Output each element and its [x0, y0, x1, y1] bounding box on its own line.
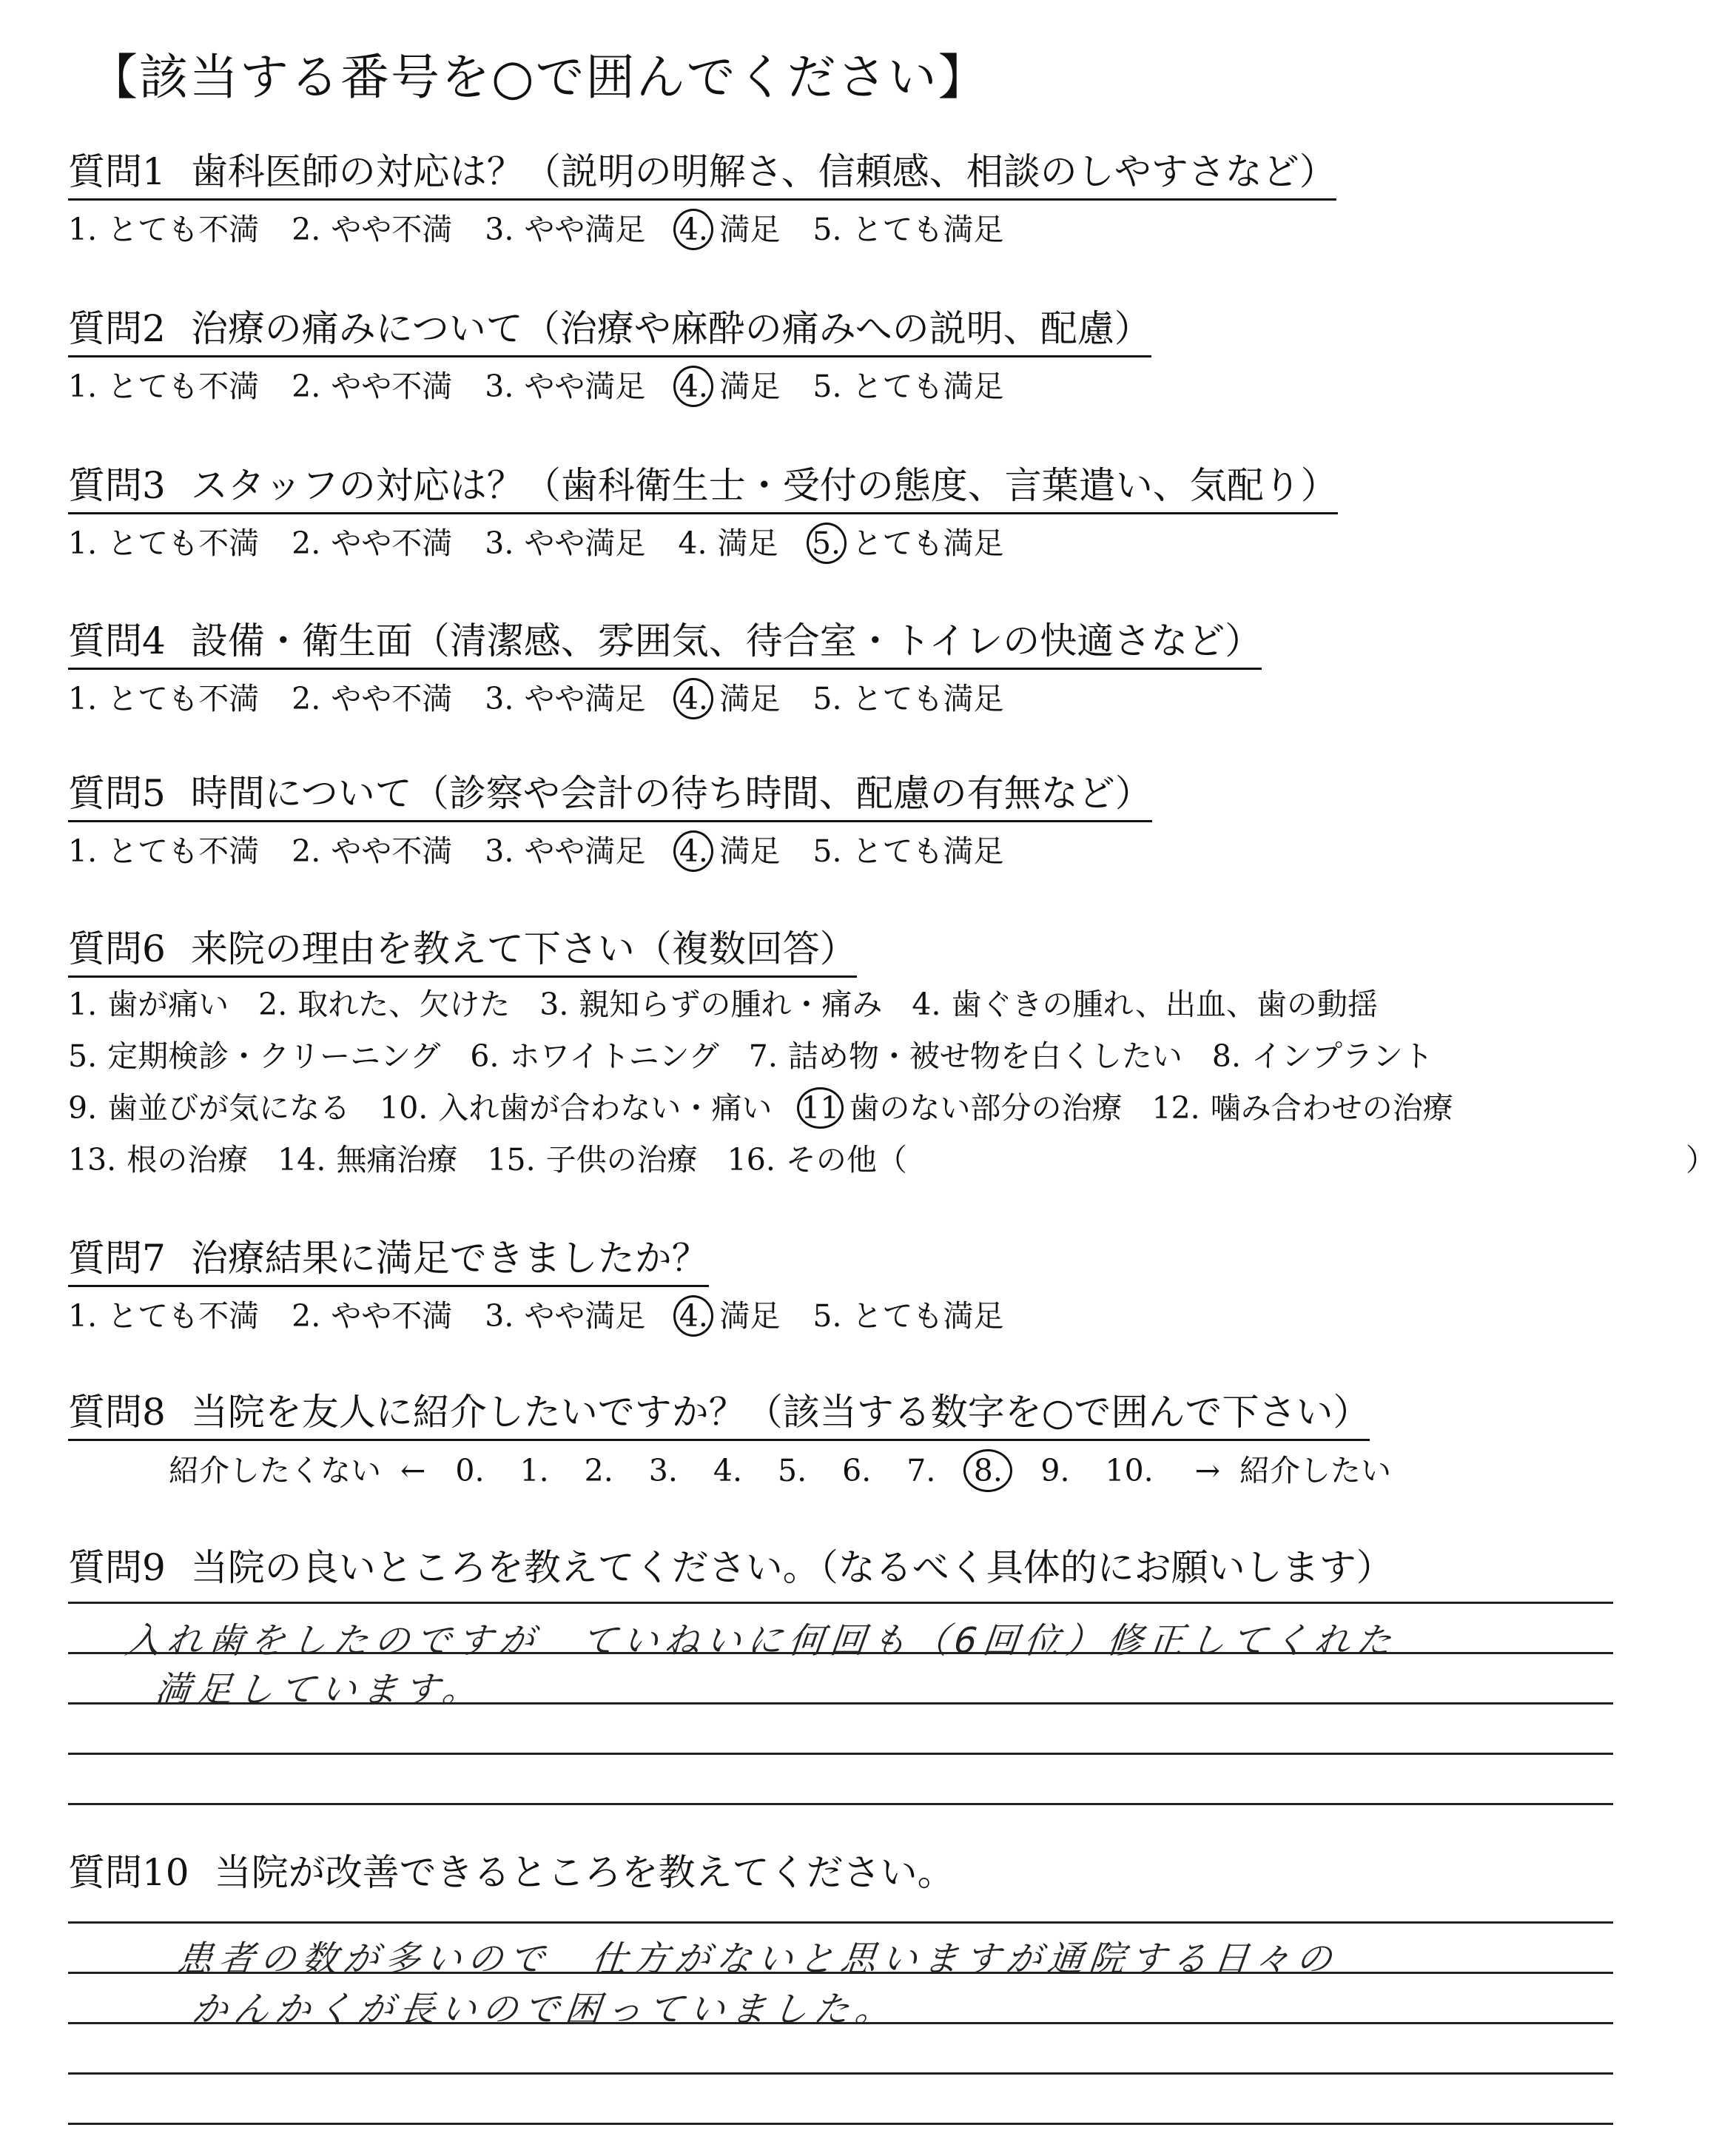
question-6-text: 来院の理由を教えて下さい（複数回答）	[190, 927, 857, 970]
rating-option-label: 満足	[719, 681, 781, 716]
scale-values	[455, 1449, 1188, 1492]
rating-option-number: 3.	[485, 681, 514, 716]
question-2-options	[68, 366, 1037, 407]
rating-option[interactable]	[68, 678, 259, 719]
reason-option[interactable]	[1212, 1030, 1433, 1082]
rating-option-number: 2.	[292, 525, 321, 561]
rating-option-number: 2.	[292, 369, 321, 404]
rating-option[interactable]	[485, 678, 645, 719]
rating-option-number: 3.	[485, 833, 514, 869]
reason-option-number: 6.	[470, 1038, 499, 1074]
question-9-answer-line-1: 入れ歯をしたのですが ていねいに何回も（6回位）修正してくれた	[123, 1620, 1400, 1662]
scale-value[interactable]: 5.	[777, 1453, 807, 1488]
ruled-line	[68, 2072, 1613, 2075]
question-1-title	[68, 148, 1336, 201]
question-3-number: 質問3	[68, 464, 166, 507]
reason-option-label: 定期検診・クリーニング	[107, 1038, 441, 1074]
reason-option[interactable]	[470, 1030, 719, 1082]
rating-option[interactable]	[678, 830, 780, 872]
rating-option-label: やや満足	[524, 525, 646, 561]
reason-option-label: 親知らずの腫れ・痛み	[579, 987, 883, 1022]
question-2-text: 治療の痛みについて（治療や麻酔の痛みへの説明、配慮）	[190, 307, 1151, 350]
question-5-title	[68, 770, 1152, 822]
rating-option[interactable]	[485, 209, 645, 250]
reason-option[interactable]	[801, 1082, 1122, 1134]
reason-option-number: 2.	[258, 987, 288, 1022]
rating-option-number: 1.	[68, 681, 98, 716]
reason-option[interactable]	[277, 1134, 457, 1186]
rating-option-label: 満足	[719, 212, 781, 247]
question-3-options	[68, 523, 1037, 564]
reason-option-number: 15.	[487, 1142, 536, 1178]
scale-value[interactable]: 9.	[1040, 1453, 1070, 1488]
reason-option[interactable]	[68, 1082, 350, 1134]
reason-option-label: 歯ぐきの腫れ、出血、歯の動揺	[951, 987, 1378, 1022]
scale-right-label: 紹介したい	[1239, 1453, 1392, 1488]
question-9-text: 当院の良いところを教えてください。（なるべく具体的にお願いします）	[190, 1546, 1393, 1589]
rating-option[interactable]	[812, 1295, 1003, 1337]
question-3-title	[68, 462, 1338, 514]
question-8-scale	[169, 1449, 1391, 1492]
reason-option-number: 1.	[68, 987, 98, 1022]
reason-option-label: 歯のない部分の治療	[849, 1090, 1123, 1126]
question-1-text: 歯科医師の対応は？（説明の明解さ、信頼感、相談のしやすさなど）	[190, 150, 1336, 193]
reason-option-label: 子供の治療	[545, 1142, 698, 1178]
rating-option-number: 4.	[673, 678, 713, 719]
reason-option[interactable]	[1152, 1082, 1453, 1134]
question-10-number: 質問10	[68, 1851, 189, 1894]
reason-option[interactable]	[380, 1082, 772, 1134]
reason-option-number: 16.	[727, 1142, 775, 1178]
rating-option[interactable]	[678, 523, 778, 564]
rating-option-label: やや不満	[331, 369, 453, 404]
question-9-number: 質問9	[68, 1546, 166, 1589]
rating-option-label: やや不満	[331, 1298, 453, 1334]
reason-option-label: 歯並びが気になる	[107, 1090, 351, 1126]
question-10-answer-line-2: かんかくが長いので困っていました。	[189, 1989, 899, 2030]
rating-option-number: 3.	[485, 369, 514, 404]
reason-row	[68, 978, 1483, 1030]
scale-value[interactable]: 4.	[713, 1453, 742, 1488]
rating-option-number: 2.	[292, 681, 321, 716]
rating-option-number: 3.	[485, 212, 514, 247]
question-8-text: 当院を友人に紹介したいですか？（該当する数字を○で囲んで下さい）	[190, 1391, 1370, 1434]
rating-option[interactable]	[292, 209, 452, 250]
question-4-text: 設備・衛生面（清潔感、雰囲気、待合室・トイレの快適さなど）	[190, 619, 1262, 662]
rating-option-label: とても不満	[107, 681, 260, 716]
rating-option-label: とても満足	[852, 833, 1004, 869]
reason-option-number: 11	[797, 1087, 843, 1129]
scale-value[interactable]: 3.	[648, 1453, 678, 1488]
rating-option[interactable]	[485, 366, 645, 407]
rating-option[interactable]	[485, 523, 645, 564]
scale-value[interactable]: 1.	[519, 1453, 549, 1488]
reason-option-number: 12.	[1151, 1090, 1200, 1126]
question-8-number: 質問8	[68, 1391, 166, 1434]
reason-option[interactable]	[68, 1134, 248, 1186]
rating-option-label: とても満足	[852, 525, 1004, 561]
question-6-reasons	[68, 978, 1716, 1186]
rating-option-label: やや不満	[331, 525, 453, 561]
rating-option-label: とても不満	[107, 1298, 260, 1334]
rating-option[interactable]	[678, 678, 780, 719]
rating-option-label: やや満足	[524, 212, 646, 247]
rating-option-number: 5.	[812, 681, 842, 716]
rating-option-number: 3.	[485, 525, 514, 561]
rating-option-number: 4.	[673, 830, 713, 872]
rating-option-number: 4.	[673, 209, 713, 250]
reason-option[interactable]	[68, 1030, 440, 1082]
reason-option-label: 取れた、欠けた	[297, 987, 511, 1022]
reason-option-number: 4.	[912, 987, 941, 1022]
reason-option-number: 5.	[68, 1038, 98, 1074]
reason-option-number: 10.	[380, 1090, 428, 1126]
reason-option-label: ホワイトニング	[509, 1038, 719, 1074]
rating-option-label: とても満足	[852, 1298, 1004, 1334]
rating-option-number: 2.	[292, 833, 321, 869]
rating-option[interactable]	[678, 1295, 780, 1337]
reason-option[interactable]	[258, 978, 510, 1030]
rating-option-number: 5.	[807, 523, 847, 564]
ruled-line	[68, 1753, 1613, 1755]
rating-option[interactable]	[292, 830, 452, 872]
reason-option-number: 7.	[748, 1038, 778, 1074]
rating-option-number: 1.	[68, 369, 98, 404]
rating-option-label: とても満足	[852, 681, 1004, 716]
rating-option-label: 満足	[719, 1298, 781, 1334]
right-arrow-icon: →	[1194, 1453, 1221, 1488]
question-7-title	[68, 1235, 709, 1287]
reason-option-number: 9.	[68, 1090, 98, 1126]
reason-option-number: 8.	[1211, 1038, 1241, 1074]
rating-option-label: やや不満	[331, 681, 453, 716]
question-2-number: 質問2	[68, 307, 166, 350]
rating-option[interactable]	[292, 1295, 452, 1337]
reason-option-label: 詰め物・被せ物を白くしたい	[787, 1038, 1182, 1074]
reason-option-number: 3.	[539, 987, 569, 1022]
reason-option-number: 14.	[277, 1142, 326, 1178]
rating-option-number: 1.	[68, 212, 98, 247]
question-5-options	[68, 830, 1037, 872]
rating-option-number: 5.	[812, 833, 842, 869]
reason-option[interactable]	[749, 1030, 1182, 1082]
rating-option-number: 2.	[292, 1298, 321, 1334]
scale-value[interactable]: 0.	[455, 1453, 485, 1488]
rating-option-label: とても満足	[852, 212, 1004, 247]
rating-option-number: 5.	[812, 1298, 842, 1334]
rating-option[interactable]	[68, 830, 259, 872]
question-4-options	[68, 678, 1037, 719]
rating-option[interactable]	[812, 366, 1003, 407]
reason-row	[68, 1030, 1483, 1082]
reason-option-label: 入れ歯が合わない・痛い	[438, 1090, 773, 1126]
instruction-header: 【該当する番号を○で囲んでください】	[89, 49, 989, 106]
other-paren-close: ）	[1686, 1142, 1716, 1178]
rating-option[interactable]	[812, 209, 1003, 250]
reason-row	[68, 1082, 1483, 1134]
rating-option-number: 4.	[678, 525, 707, 561]
reason-option-label: 噛み合わせの治療	[1210, 1090, 1453, 1126]
rating-option-label: とても不満	[107, 525, 260, 561]
question-9-title	[68, 1544, 1393, 1594]
reason-option[interactable]	[68, 978, 229, 1030]
question-6-title	[68, 925, 857, 978]
scale-value[interactable]: 8.	[963, 1449, 1012, 1492]
ruled-line	[68, 1921, 1613, 1924]
rating-option-label: やや不満	[331, 833, 453, 869]
question-5-number: 質問5	[68, 772, 166, 815]
question-10-title	[68, 1849, 955, 1899]
question-7-text: 治療結果に満足できましたか？	[190, 1237, 709, 1280]
reason-option[interactable]	[539, 978, 882, 1030]
question-8-title	[68, 1388, 1370, 1441]
rating-option-number: 1.	[68, 833, 98, 869]
reason-option[interactable]	[912, 978, 1378, 1030]
rating-option[interactable]	[292, 523, 452, 564]
rating-option-label: とても満足	[852, 369, 1004, 404]
rating-option[interactable]	[678, 366, 780, 407]
ruled-line	[68, 2123, 1613, 2125]
scale-value[interactable]: 6.	[842, 1453, 872, 1488]
question-2-title	[68, 305, 1151, 357]
reason-option-label: その他（	[785, 1142, 907, 1178]
rating-option[interactable]	[68, 366, 259, 407]
rating-option[interactable]	[485, 830, 645, 872]
left-arrow-icon: ←	[400, 1453, 426, 1488]
rating-option-number: 1.	[68, 1298, 98, 1334]
rating-option-number: 3.	[485, 1298, 514, 1334]
question-4-number: 質問4	[68, 619, 166, 662]
rating-option-label: やや満足	[524, 369, 646, 404]
reason-option-label: 歯が痛い	[107, 987, 229, 1022]
question-7-number: 質問7	[68, 1237, 166, 1280]
rating-option-label: やや満足	[524, 833, 646, 869]
rating-option-label: やや満足	[524, 1298, 646, 1334]
rating-option-label: とても不満	[107, 833, 260, 869]
scale-value[interactable]: 2.	[584, 1453, 613, 1488]
question-10-text: 当院が改善できるところを教えてください。	[214, 1851, 955, 1894]
rating-option-label: 満足	[719, 833, 781, 869]
rating-option-label: とても不満	[107, 212, 260, 247]
scale-left-label: 紹介したくない	[169, 1453, 381, 1488]
rating-option-label: 満足	[719, 369, 781, 404]
question-4-title	[68, 617, 1262, 670]
reason-option-number: 13.	[68, 1142, 117, 1178]
rating-option-label: やや満足	[524, 681, 646, 716]
rating-option-label: やや不満	[331, 212, 453, 247]
rating-option[interactable]	[678, 209, 780, 250]
rating-option[interactable]	[292, 366, 452, 407]
question-3-text: スタッフの対応は？（歯科衛生士・受付の態度、言葉遣い、気配り）	[190, 464, 1338, 507]
rating-option[interactable]	[812, 678, 1003, 719]
reason-option-label: 根の治療	[127, 1142, 249, 1178]
rating-option[interactable]	[485, 1295, 645, 1337]
rating-option-number: 2.	[292, 212, 321, 247]
scale-value[interactable]: 10.	[1105, 1453, 1154, 1488]
rating-option[interactable]	[811, 523, 1004, 564]
rating-option-number: 1.	[68, 525, 98, 561]
question-5-text: 時間について（診察や会計の待ち時間、配慮の有無など）	[190, 772, 1152, 815]
ruled-line	[68, 1602, 1613, 1604]
rating-option[interactable]	[292, 678, 452, 719]
rating-option[interactable]	[68, 209, 259, 250]
question-1-number: 質問1	[68, 150, 166, 193]
rating-option-number: 4.	[673, 366, 713, 407]
rating-option[interactable]	[68, 1295, 259, 1337]
rating-option-number: 5.	[812, 369, 842, 404]
rating-option-number: 5.	[812, 212, 842, 247]
question-10-answer-line-1: 患者の数が多いので 仕方がないと思いますが通院する日々の	[175, 1938, 1340, 1980]
question-7-options	[68, 1295, 1037, 1337]
scale-value[interactable]: 7.	[906, 1453, 936, 1488]
question-1-options	[68, 209, 1037, 250]
ruled-line	[68, 1803, 1613, 1805]
rating-option[interactable]	[68, 523, 259, 564]
reason-option-label: インプラント	[1251, 1038, 1433, 1074]
reason-row	[68, 1134, 1483, 1186]
rating-option-number: 4.	[673, 1295, 713, 1337]
rating-option[interactable]	[812, 830, 1003, 872]
reason-option[interactable]	[727, 1134, 907, 1186]
reason-option[interactable]	[487, 1134, 697, 1186]
rating-option-label: 満足	[717, 525, 778, 561]
question-6-number: 質問6	[68, 927, 166, 970]
rating-option-label: とても不満	[107, 369, 260, 404]
question-9-answer-line-2: 満足しています。	[152, 1669, 486, 1710]
reason-option-label: 無痛治療	[336, 1142, 458, 1178]
